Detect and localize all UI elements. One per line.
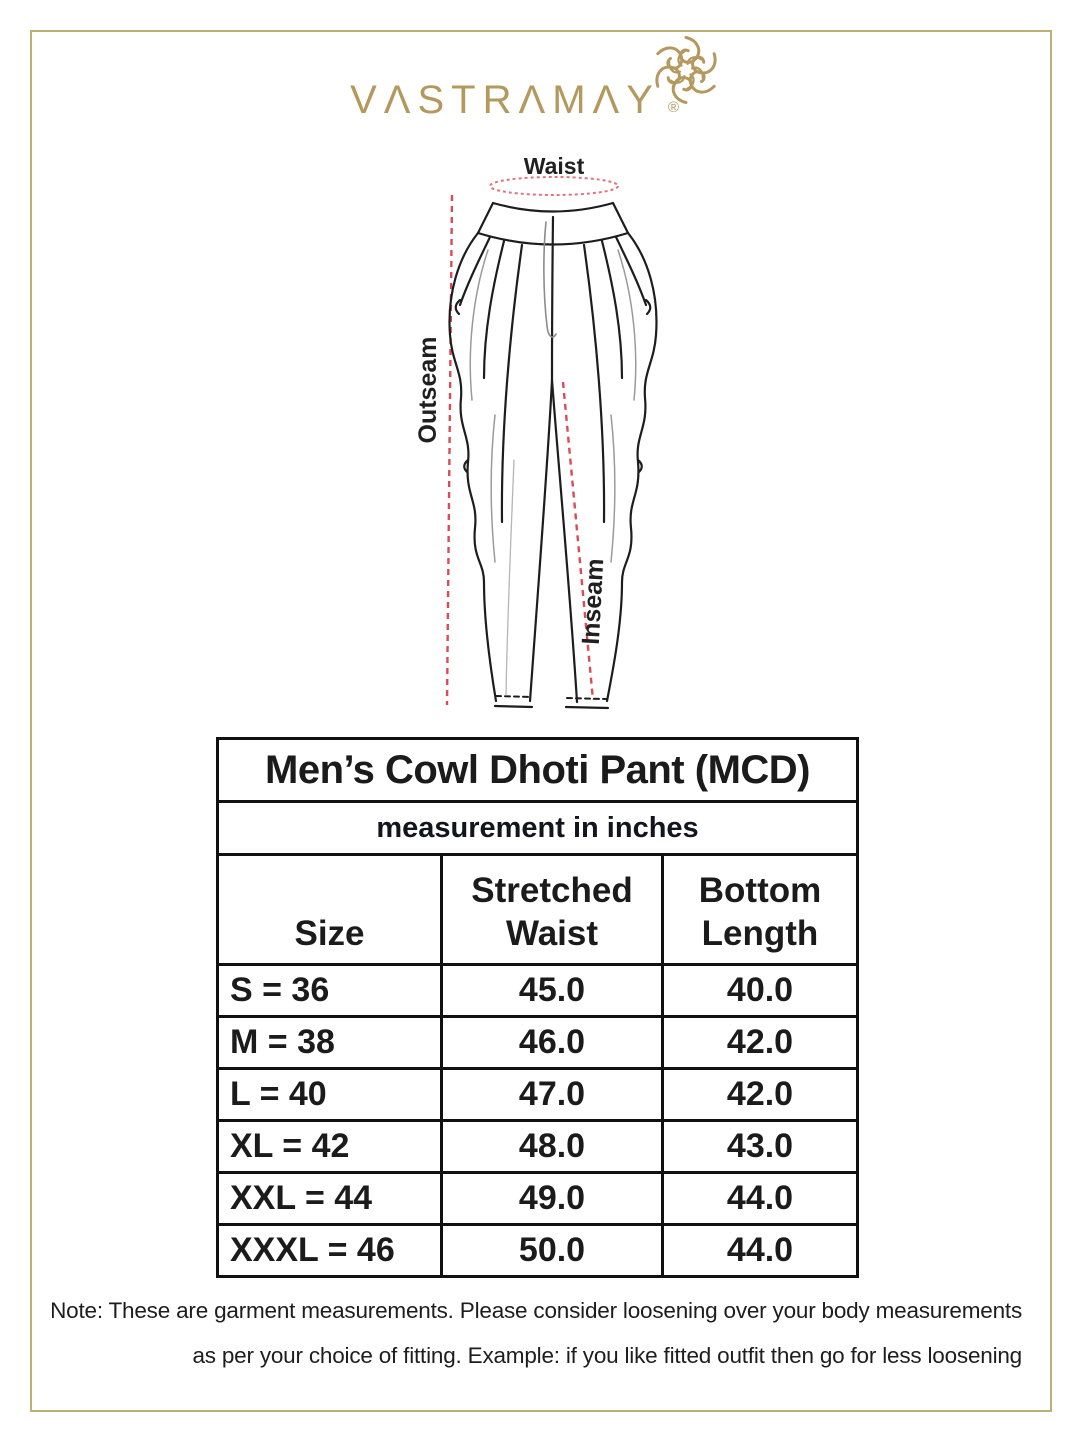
dhoti-pant-diagram xyxy=(400,150,700,735)
registered-trademark: ® xyxy=(668,99,680,116)
table-row xyxy=(219,1122,856,1174)
table-row xyxy=(219,1070,856,1122)
note-line-1: Note: These are garment measurements. Please consider loosening over your body measurements xyxy=(50,1298,1022,1323)
brand-ornament-icon xyxy=(649,33,723,107)
stretched-waist-cell: 49.0 xyxy=(443,1174,664,1223)
inseam-label: Inseam xyxy=(576,557,610,646)
outseam-label: Outseam xyxy=(414,336,442,444)
size-cell: L = 40 xyxy=(219,1070,443,1119)
size-cell: XXXL = 46 xyxy=(219,1226,443,1275)
stretched-waist-cell: 47.0 xyxy=(443,1070,664,1119)
size-chart-table xyxy=(216,737,859,1278)
table-row xyxy=(219,1174,856,1226)
waist-label: Waist xyxy=(523,153,585,179)
bottom-length-cell: 42.0 xyxy=(726,1023,794,1061)
note-line-2: as per your choice of fitting. Example: if you like fitted outfit then go for less loosening xyxy=(192,1343,1022,1368)
bottom-length-cell: 40.0 xyxy=(726,971,794,1009)
size-cell: M = 38 xyxy=(219,1018,443,1067)
column-header-bottom-length: Bottom Length xyxy=(698,871,822,953)
bottom-length-cell: 44.0 xyxy=(726,1231,794,1269)
inseam-guide-line xyxy=(563,382,593,700)
stretched-waist-cell: 50.0 xyxy=(443,1226,664,1275)
size-chart-subtitle: measurement in inches xyxy=(219,803,856,856)
table-row xyxy=(219,1226,856,1275)
waist-guide-ellipse xyxy=(490,177,618,195)
stretched-waist-cell: 45.0 xyxy=(443,966,664,1015)
column-header-size: Size xyxy=(219,856,443,963)
bottom-length-cell: 44.0 xyxy=(726,1179,794,1217)
column-header-stretched-waist: Stretched Waist xyxy=(443,856,664,963)
table-row xyxy=(219,966,856,1018)
table-row xyxy=(219,1018,856,1070)
outseam-guide-line xyxy=(447,195,452,705)
measurement-note xyxy=(30,1288,1022,1378)
bottom-length-cell: 42.0 xyxy=(726,1075,794,1113)
bottom-length-cell: 43.0 xyxy=(726,1127,794,1165)
size-chart-title: Men’s Cowl Dhoti Pant (MCD) xyxy=(219,740,856,803)
brand-logo-text: VΛSTRΛMΛY xyxy=(350,78,660,122)
size-chart-header-row xyxy=(219,856,856,966)
size-cell: XL = 42 xyxy=(219,1122,443,1171)
size-cell: S = 36 xyxy=(219,966,443,1015)
stretched-waist-cell: 46.0 xyxy=(443,1018,664,1067)
size-cell: XXL = 44 xyxy=(219,1174,443,1223)
stretched-waist-cell: 48.0 xyxy=(443,1122,664,1171)
